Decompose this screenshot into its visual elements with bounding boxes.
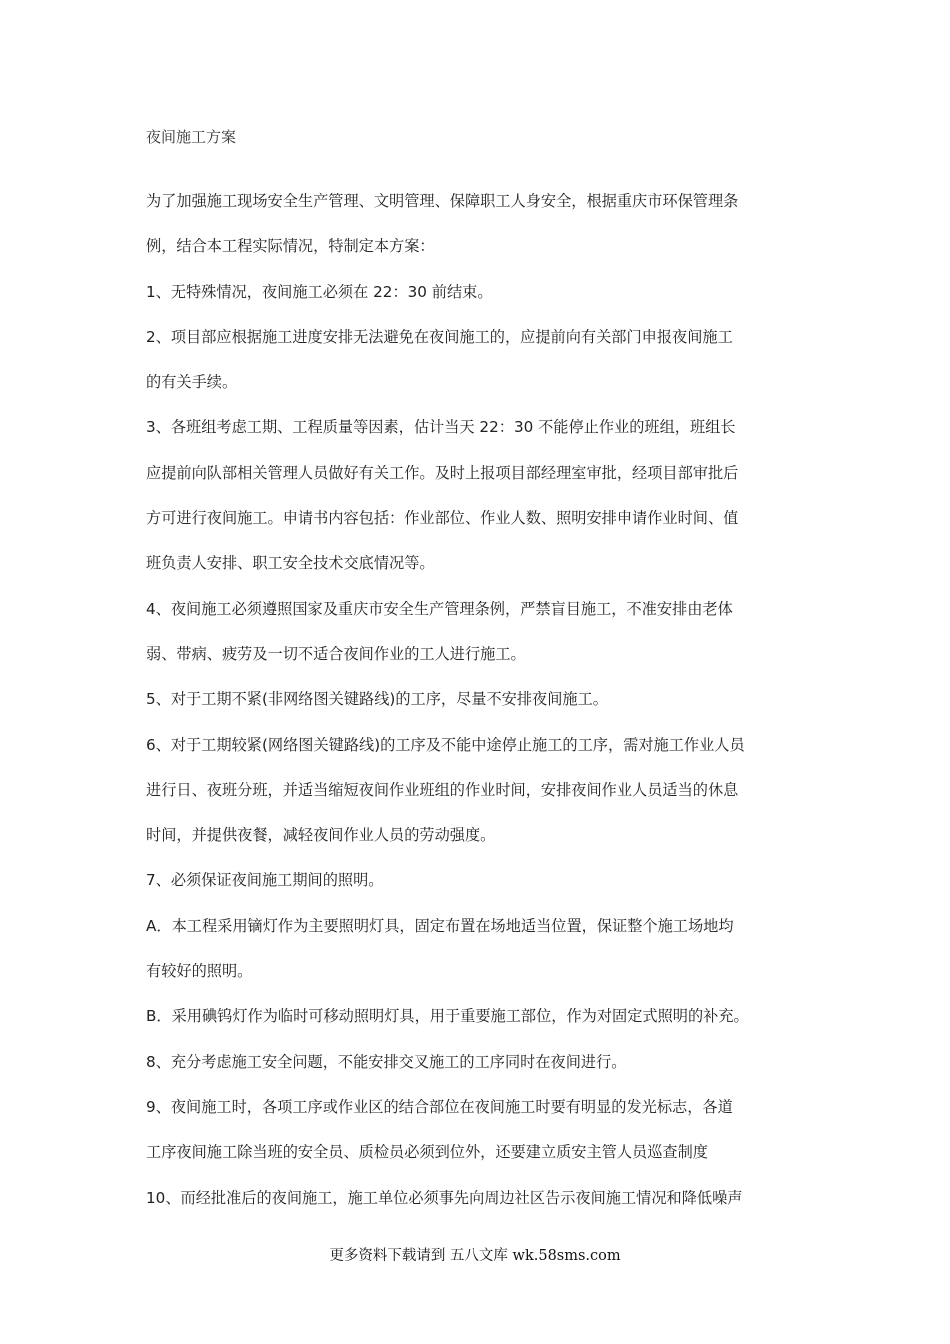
body-line: 进行日、夜班分班，并适当缩短夜间作业班组的作业时间，安排夜间作业人员适当的休息 <box>146 780 739 799</box>
body-line: 方可进行夜间施工。申请书内容包括：作业部位、作业人数、照明安排申请作业时间、值 <box>146 509 739 528</box>
body-line: 为了加强施工现场安全生产管理、文明管理、保障职工人身安全，根据重庆市环保管理条 <box>146 192 739 210</box>
body-line: 8、充分考虑施工安全问题，不能安排交叉施工的工序同时在夜间进行。 <box>146 1052 627 1071</box>
body-line: 时间，并提供夜餐，减轻夜间作业人员的劳动强度。 <box>146 826 496 845</box>
body-line: 应提前向队部相关管理人员做好有关工作。及时上报项目部经理室审批，经项目部审批后 <box>146 463 739 482</box>
download-footer: 更多资料下载请到 五八文库 wk.58sms.com <box>329 1248 621 1264</box>
body-line: 6、对于工期较紧(网络图关键路线)的工序及不能中途停止施工的工序，需对施工作业人员 <box>146 735 745 754</box>
body-line: 有较好的照明。 <box>146 962 253 981</box>
body-line: 弱、带病、疲劳及一切不适合夜间作业的工人进行施工。 <box>146 644 526 663</box>
body-line: 4、夜间施工必须遵照国家及重庆市安全生产管理条例，严禁盲目施工，不准安排由老体 <box>146 599 733 618</box>
body-line: B．采用碘钨灯作为临时可移动照明灯具，用于重要施工部位，作为对固定式照明的补充。 <box>146 1007 749 1026</box>
body-line: 2、项目部应根据施工进度安排无法避免在夜间施工的，应提前向有关部门申报夜间施工 <box>146 327 733 346</box>
document-title: 夜间施工方案 <box>146 128 237 146</box>
body-line: 10、而经批准后的夜间施工，施工单位必须事先向周边社区告示夜间施工情况和降低噪声 <box>146 1188 743 1207</box>
body-line: 1、无特殊情况，夜间施工必须在 22：30 前结束。 <box>146 282 493 301</box>
body-line: 工序夜间施工除当班的安全员、质检员必须到位外，还要建立质安主管人员巡查制度 <box>146 1143 708 1162</box>
body-line: 7、必须保证夜间施工期间的照明。 <box>146 871 384 890</box>
body-line: 3、各班组考虑工期、工程质量等因素，估计当天 22：30 不能停止作业的班组，班组长 <box>146 418 736 437</box>
document-body <box>146 186 810 1228</box>
body-line: 5、对于工期不紧(非网络图关键路线)的工序，尽量不安排夜间施工。 <box>146 690 608 709</box>
body-line: 例，结合本工程实际情况，特制定本方案： <box>146 237 435 256</box>
body-line: 9、夜间施工时，各项工序或作业区的结合部位在夜间施工时要有明显的发光标志，各道 <box>146 1097 733 1116</box>
body-line: 的有关手续。 <box>146 373 238 392</box>
body-line: 班负责人安排、职工安全技术交底情况等。 <box>146 554 435 573</box>
body-line: A．本工程采用镝灯作为主要照明灯具，固定布置在场地适当位置，保证整个施工场地均 <box>146 916 734 935</box>
